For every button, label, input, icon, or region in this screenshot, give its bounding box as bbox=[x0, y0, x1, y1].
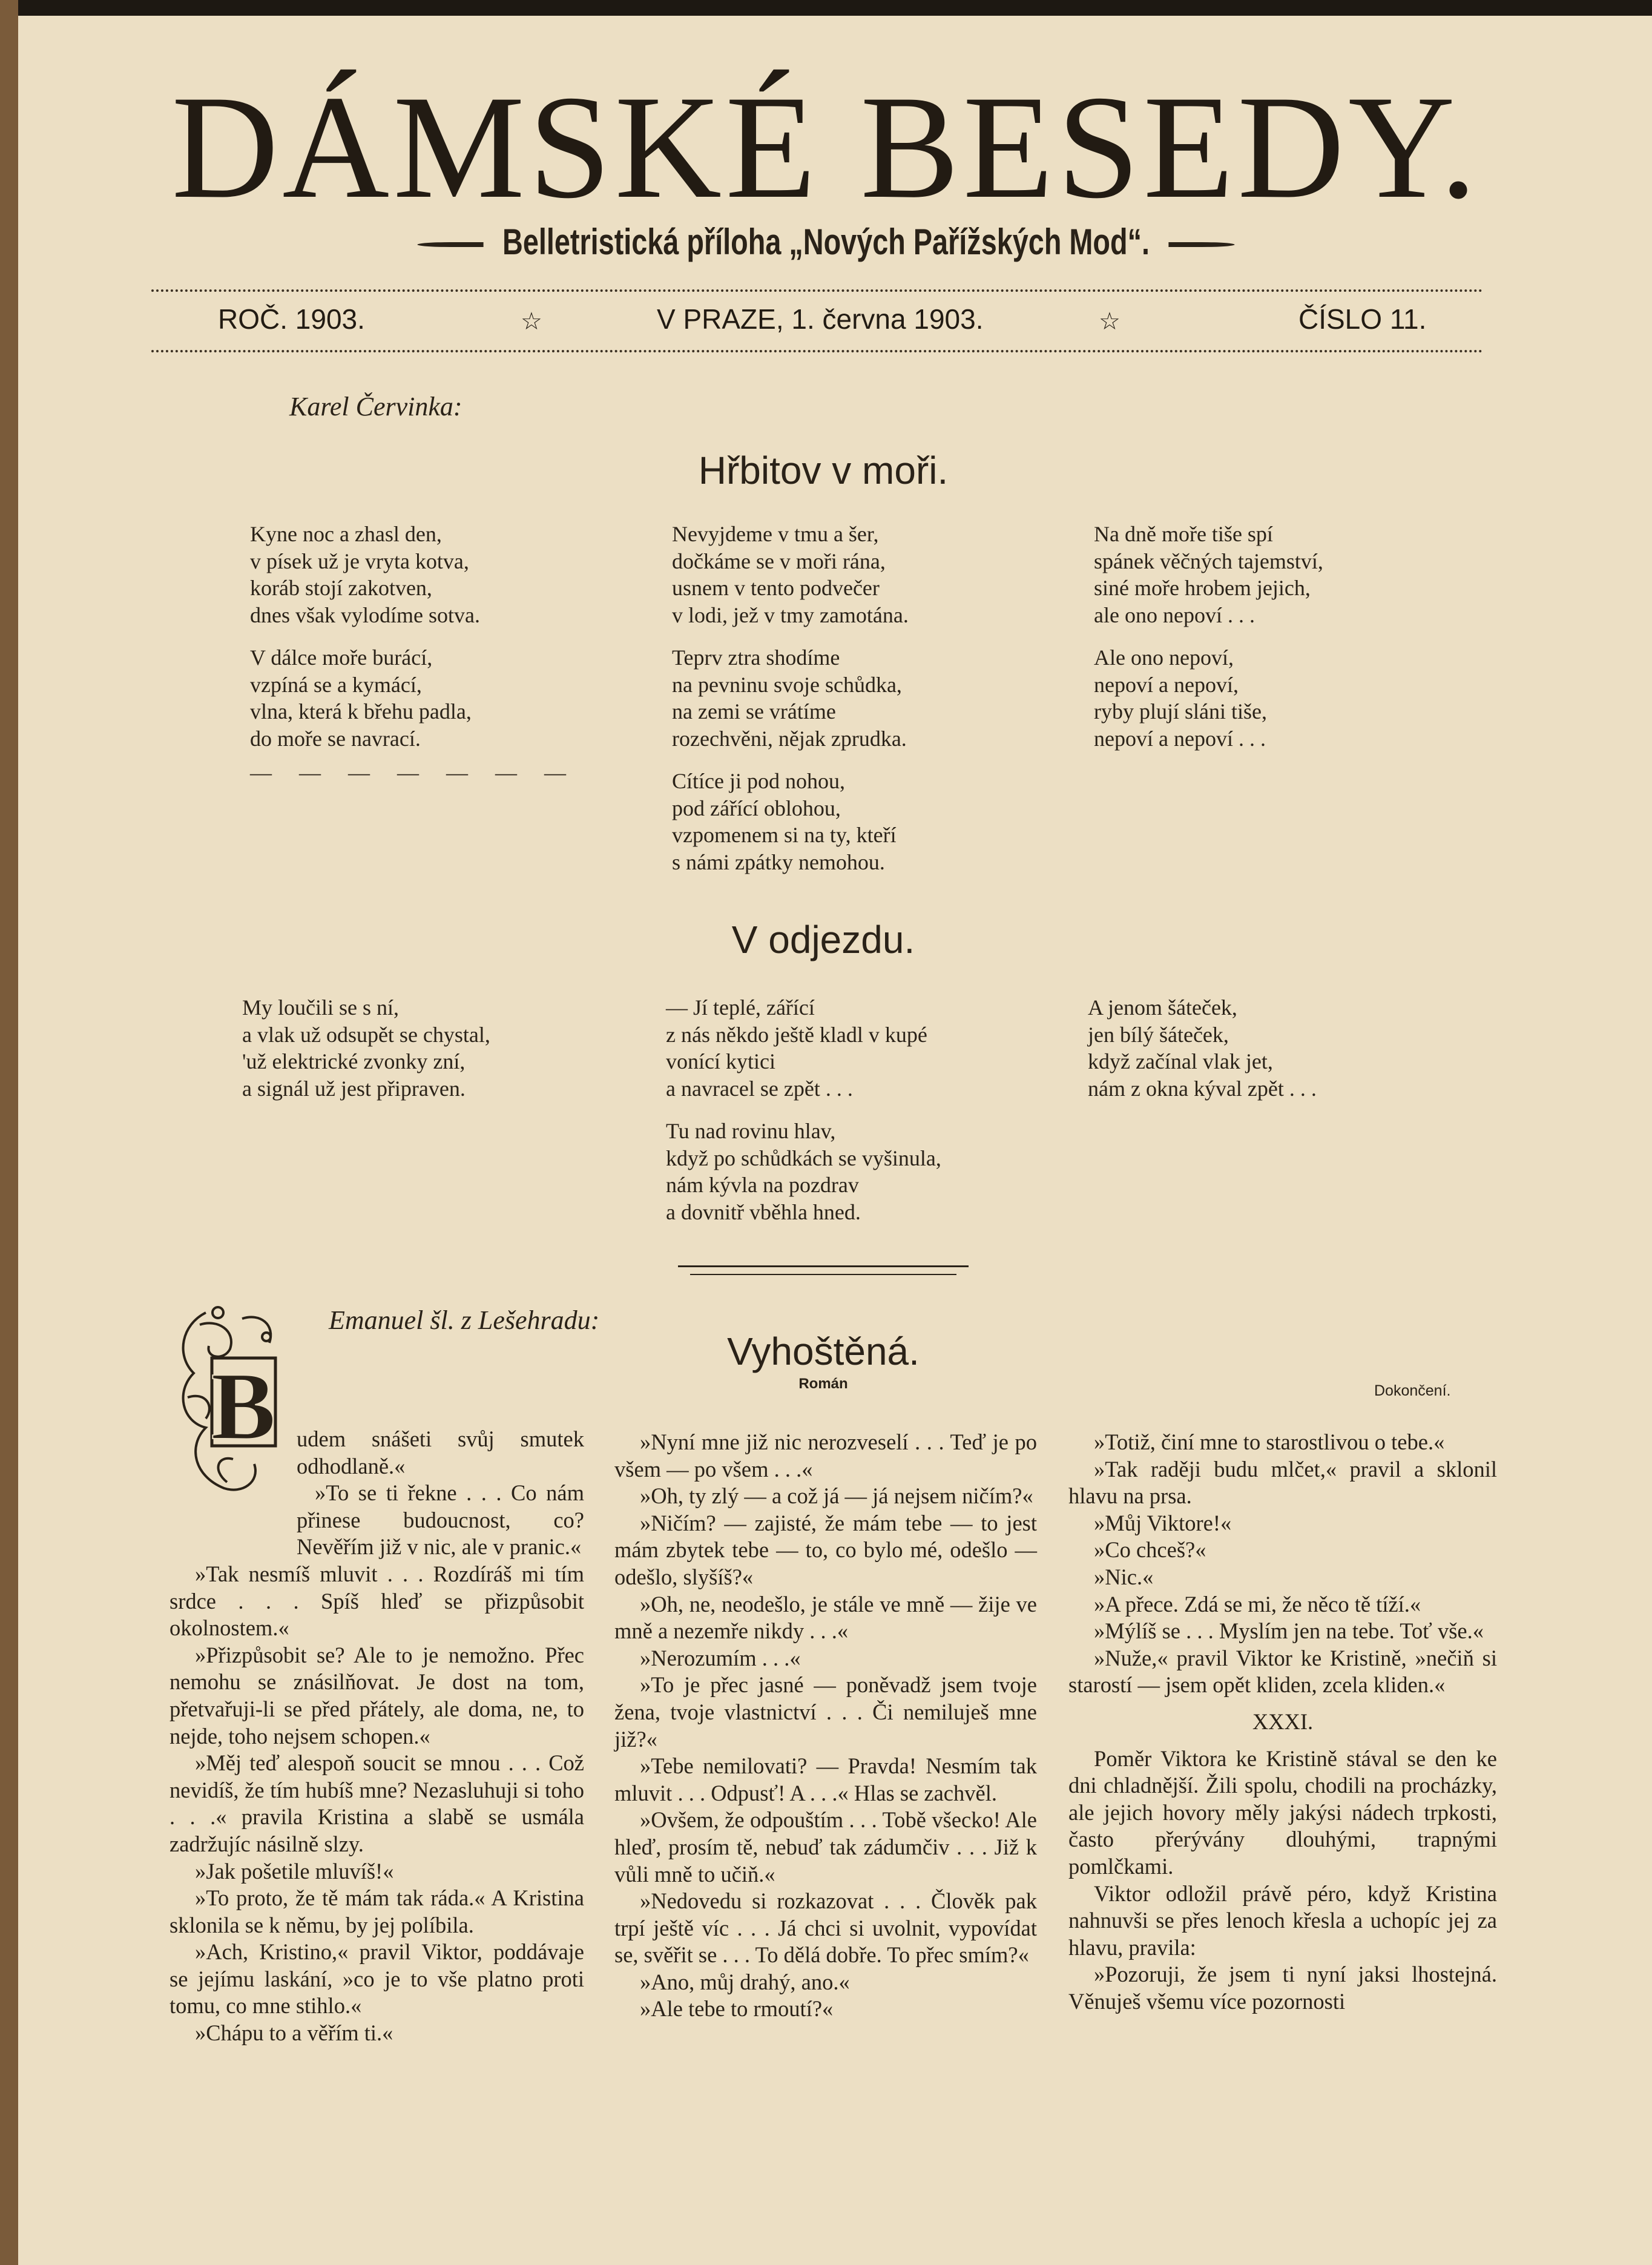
paragraph: »Chápu to a věřím ti.« bbox=[195, 2020, 393, 2046]
poem-line: nám kývla na pozdrav bbox=[666, 1173, 859, 1197]
binding-edge bbox=[0, 0, 18, 2265]
paragraph: »To proto, že tě mám tak ráda.« A Kristina sklonila se k němu, by jej políbila. bbox=[169, 1885, 584, 1937]
poem-line: Teprv ztra shodíme bbox=[672, 645, 840, 670]
masthead-subtitle: Belletristická příloha „Nových Pařížských Mod“. bbox=[502, 222, 1150, 262]
masthead-subtitle-row bbox=[182, 221, 1470, 263]
scan-top-edge bbox=[0, 0, 1652, 16]
paragraph: »Ale tebe to rmoutí?« bbox=[640, 1996, 834, 2022]
paragraph: »Nyní mne již nic nerozveselí . . . Teď je po všem — po všem . . .« bbox=[614, 1429, 1037, 1482]
poem-line: My loučili se s ní, bbox=[242, 995, 399, 1020]
stanza bbox=[672, 521, 909, 628]
stanza bbox=[242, 994, 490, 1102]
poem-line: a navracel se zpět . . . bbox=[666, 1076, 853, 1101]
novel-column-1 bbox=[169, 1426, 584, 2047]
poem-line: dočkáme se v moři rána, bbox=[672, 549, 886, 573]
star-icon: ☆ bbox=[1099, 308, 1121, 335]
poem1-column-2 bbox=[672, 521, 909, 891]
poem-line: vonící kytici bbox=[666, 1049, 775, 1073]
paragraph: »Pozoruji, že jsem ti nyní jaksi lhostejná. Věnuješ všemu více pozornosti bbox=[1068, 1962, 1497, 2014]
stanza bbox=[1088, 994, 1317, 1102]
paragraph: »Nerozumím . . .« bbox=[640, 1645, 801, 1670]
poem2-column-2 bbox=[666, 994, 941, 1241]
top-rule bbox=[151, 289, 1483, 292]
stanza bbox=[1094, 521, 1323, 628]
poem-line: usnem v tento podvečer bbox=[672, 576, 880, 600]
stanza bbox=[666, 994, 941, 1102]
poem-line: a vlak už odsupět se chystal, bbox=[242, 1022, 490, 1047]
paragraph: »Nic.« bbox=[1094, 1564, 1154, 1589]
paragraph: »Oh, ne, neodešlo, je stále ve mně — žije ve mně a nezemře nikdy . . .« bbox=[614, 1591, 1037, 1644]
stanza bbox=[250, 521, 577, 628]
paragraph: Viktor odložil právě péro, když Kristina nahnuvši se přes lenoch křesla a uchopíc jej za hlavu, pravila: bbox=[1068, 1881, 1497, 1960]
initial-letter: B bbox=[211, 1352, 276, 1460]
paragraph: »Měj teď alespoň soucit se mnou . . . Což nevidíš, že tím hubíš mne? Nezasluhuji si toho . . .« pravila Kristina a slabě se usmála zadržujíc násilně slzy. bbox=[169, 1750, 584, 1856]
poem-line: dnes však vylodíme sotva. bbox=[250, 602, 480, 627]
paragraph: »Ano, můj drahý, ano.« bbox=[640, 1969, 850, 1994]
novel-author: Emanuel šl. z Lešehradu: bbox=[329, 1305, 600, 1335]
paragraph: »Můj Viktore!« bbox=[1094, 1510, 1232, 1535]
poem1-column-1 bbox=[250, 521, 577, 786]
stanza bbox=[666, 1118, 941, 1225]
stanza bbox=[672, 644, 909, 752]
poem-author: Karel Červinka: bbox=[289, 392, 462, 421]
issue-number: ČÍSLO 11. bbox=[1298, 303, 1427, 335]
novel-continuation: Dokončení. bbox=[1374, 1382, 1451, 1399]
poem-line: v lodi, jež v tmy zamotána. bbox=[672, 602, 909, 627]
poem-line: ale ono nepoví . . . bbox=[1094, 602, 1255, 627]
novel-subtitle: Román bbox=[798, 1376, 848, 1392]
poem-line: rozechvěni, nějak zprudka. bbox=[672, 726, 907, 751]
paragraph: »Tak nesmíš mluvit . . . Rozdíráš mi tím srdce . . . Spíš hleď se přizpůsobit okolnostem.« bbox=[169, 1561, 584, 1641]
poem-line: nepoví a nepoví . . . bbox=[1094, 726, 1266, 751]
issue-year: ROČ. 1903. bbox=[218, 303, 365, 335]
novel-column-3 bbox=[1068, 1429, 1497, 2015]
paragraph: »Mýlíš se . . . Myslím jen na tebe. Toť vše.« bbox=[1094, 1618, 1484, 1644]
poem-line: Ale ono nepoví, bbox=[1094, 645, 1234, 670]
paragraph: »Oh, ty zlý — a což já — já nejsem ničím?« bbox=[640, 1483, 1033, 1509]
poem1-column-3 bbox=[1094, 521, 1323, 768]
paragraph: »Přizpůsobit se? Ale to je nemožno. Přec nemohu se znásilňovat. Je dost na tom, přetvařuji-li se před přátely, ale doma, ne, to nejde, toho nejsem schopen.« bbox=[169, 1642, 584, 1749]
paragraph: udem snášeti svůj smutek odhodlaně.« bbox=[297, 1426, 584, 1479]
paragraph: »Tebe nemilovati? — Pravda! Nesmím tak mluvit . . . Odpusť! A . . .« Hlas se zachvěl. bbox=[614, 1753, 1037, 1805]
section-divider-thin bbox=[690, 1274, 956, 1275]
poem-line: koráb stojí zakotven, bbox=[250, 576, 432, 600]
poem-line: vzpomenem si na ty, kteří bbox=[672, 823, 897, 847]
paragraph: »To se ti řekne . . . Co nám přinese budoucnost, co? Nevěřím již v nic, ale v pranic.« bbox=[297, 1480, 584, 1560]
poem-line: když začínal vlak jet, bbox=[1088, 1049, 1273, 1073]
star-icon: ☆ bbox=[521, 308, 542, 335]
paragraph: Poměr Viktora ke Kristině stával se den ke dni chladnější. Žili spolu, chodili na procházky, ale jejich hovory měly jakýsi nádech trpkosti, často přerývány dlouhými, trapnými pomlčkami. bbox=[1068, 1746, 1497, 1879]
poem-line: a dovnitř vběhla hned. bbox=[666, 1199, 861, 1224]
masthead-title: DÁMSKÉ BESEDY. bbox=[171, 65, 1481, 229]
poem1-title: Hřbitov v moři. bbox=[698, 449, 949, 492]
paragraph: »Jak pošetile mluvíš!« bbox=[195, 1858, 394, 1884]
poem-line: A jenom šáteček, bbox=[1088, 995, 1237, 1020]
section-divider bbox=[678, 1265, 969, 1267]
right-ornament bbox=[1168, 242, 1234, 247]
paragraph: »To je přec jasné — poněvadž jsem tvoje žena, tvoje vlastnictví . . . Či nemiluješ mne již?« bbox=[614, 1672, 1037, 1752]
poem-line: ryby plují sláni tiše, bbox=[1094, 699, 1267, 724]
dash-separator: — — — — — — — bbox=[250, 760, 577, 785]
paragraph: »Ach, Kristino,« pravil Viktor, poddávaje se jejímu laskání, »co je to vše platno proti tomu, co mne stihlo.« bbox=[169, 1939, 584, 2019]
poem2-column-3 bbox=[1088, 994, 1317, 1118]
paragraph: »A přece. Zdá se mi, že něco tě tíží.« bbox=[1094, 1591, 1421, 1617]
poem2-column-1 bbox=[242, 994, 490, 1118]
bottom-rule bbox=[151, 350, 1483, 352]
chapter-heading: XXXI. bbox=[1252, 1709, 1314, 1734]
issue-info-row bbox=[151, 303, 1483, 345]
poem-line: nepoví a nepoví, bbox=[1094, 672, 1239, 697]
left-ornament bbox=[418, 242, 484, 247]
poem-line: když po schůdkách se vyšinula, bbox=[666, 1146, 941, 1170]
poem2-title: V odjezdu. bbox=[731, 918, 915, 961]
poem-line: do moře se navrací. bbox=[250, 726, 421, 751]
poem-line: Cítíce ji pod nohou, bbox=[672, 769, 845, 793]
novel-title: Vyhoštěná. bbox=[727, 1330, 920, 1373]
paragraph: »Tak raději budu mlčet,« pravil a sklonil hlavu na prsa. bbox=[1068, 1456, 1497, 1509]
poem-line: V dálce moře burácí, bbox=[250, 645, 433, 670]
paragraph: »Ničím? — zajisté, že mám tebe — to jest mám zbytek tebe — to, co bylo mé, odešlo — odešlo, slyšíš?« bbox=[614, 1510, 1037, 1589]
poem-line: nám z okna kýval zpět . . . bbox=[1088, 1076, 1317, 1101]
poem-line: — Jí teplé, zářící bbox=[666, 995, 815, 1020]
paragraph: »Co chceš?« bbox=[1094, 1537, 1206, 1563]
stanza bbox=[1094, 644, 1323, 752]
paragraph: »Nuže,« pravil Viktor ke Kristině, »nečiň si starostí — jsem opět kliden, zcela kliden.« bbox=[1068, 1645, 1497, 1698]
poem-line: Na dně moře tiše spí bbox=[1094, 522, 1273, 546]
poem-line: na pevninu svoje schůdka, bbox=[672, 672, 902, 697]
poem-line: z nás někdo ještě kladl v kupé bbox=[666, 1022, 927, 1047]
paragraph: »Nedovedu si rozkazovat . . . Člověk pak trpí ještě víc . . . Já chci si uvolnit, vypovídat se, svěřit se . . . To dělá dobře. To přec smím?« bbox=[614, 1888, 1037, 1968]
stanza bbox=[672, 768, 909, 875]
poem-line: 'už elektrické zvonky zní, bbox=[242, 1049, 466, 1073]
poem-line: Tu nad rovinu hlav, bbox=[666, 1119, 836, 1143]
poem-line: vzpíná se a kymácí, bbox=[250, 672, 422, 697]
poem-line: v písek už je vryta kotva, bbox=[250, 549, 469, 573]
poem-line: vlna, která k břehu padla, bbox=[250, 699, 472, 724]
paragraph: »Totiž, činí mne to starostlivou o tebe.« bbox=[1094, 1429, 1445, 1454]
poem-line: spánek věčných tajemství, bbox=[1094, 549, 1323, 573]
issue-place-date: V PRAZE, 1. června 1903. bbox=[657, 303, 984, 335]
poem-line: s námi zpátky nemohou. bbox=[672, 849, 885, 874]
poem-line: siné moře hrobem jejich, bbox=[1094, 576, 1311, 600]
poem-line: pod zářící oblohou, bbox=[672, 796, 841, 820]
poem-line: Kyne noc a zhasl den, bbox=[250, 522, 442, 546]
novel-column-2 bbox=[614, 1429, 1037, 2023]
poem-line: na zemi se vrátíme bbox=[672, 699, 836, 724]
paragraph: »Ovšem, že odpouštím . . . Tobě všecko! Ale hleď, prosím tě, nebuď tak zádumčiv . . . Již k vůli mně to učiň.« bbox=[614, 1807, 1037, 1887]
stanza bbox=[250, 644, 577, 752]
poem-line: Nevyjdeme v tmu a šer, bbox=[672, 522, 879, 546]
poem-line: a signál už jest připraven. bbox=[242, 1076, 466, 1101]
poem-line: jen bílý šáteček, bbox=[1088, 1022, 1229, 1047]
